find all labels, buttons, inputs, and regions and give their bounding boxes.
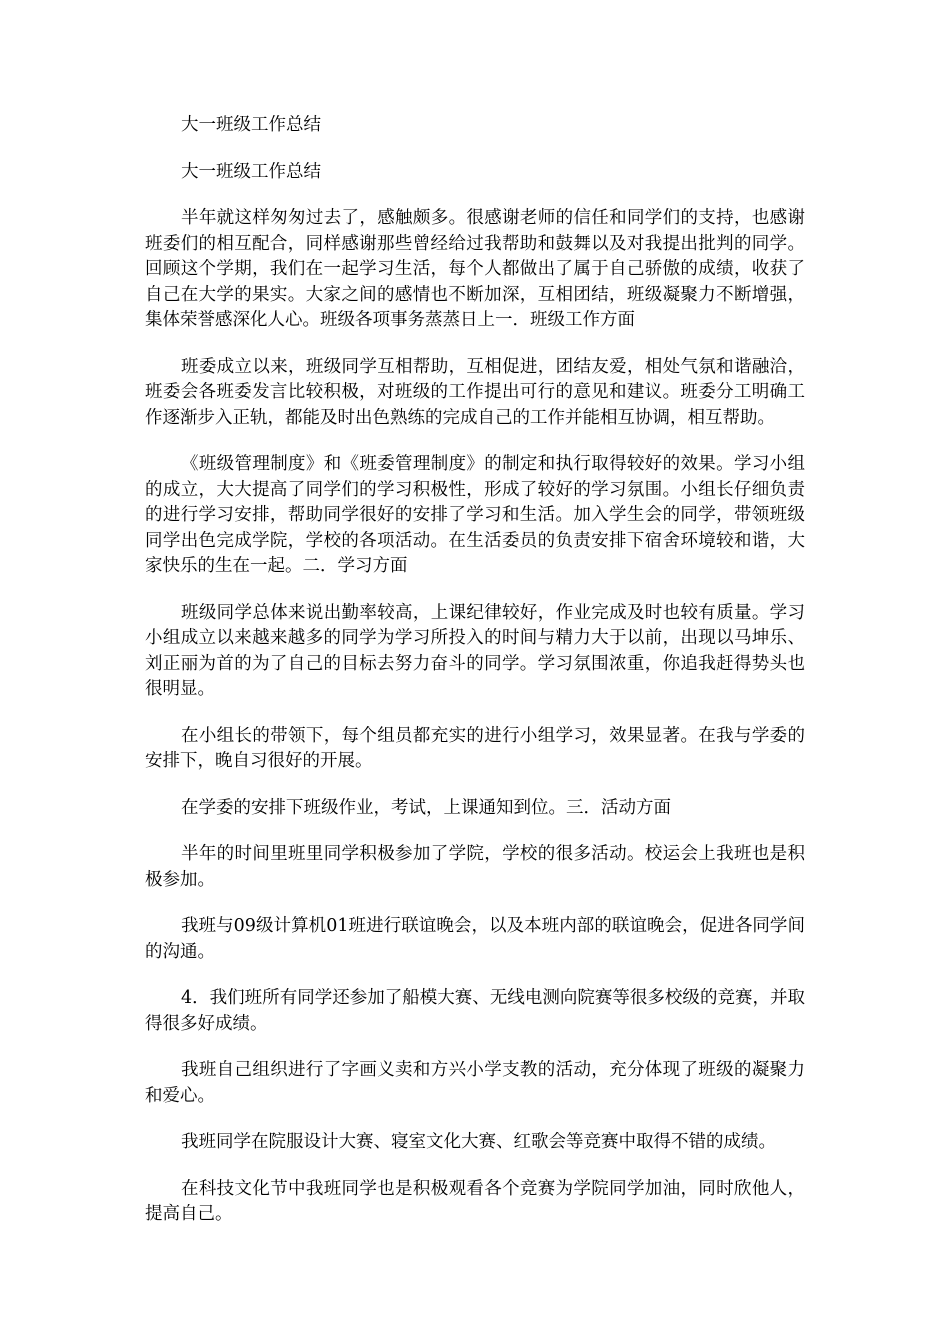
paragraph-intro: 半年就这样匆匆过去了，感触颇多。很感谢老师的信任和同学们的支持，也感谢班委们的相互配合，同样感谢那些曾经给过我帮助和鼓舞以及对我提出批判的同学。回顾这个学期，我们在一起学习生活，每个人都做出了属于自己骄傲的成绩，收获了自己在大学的果实。大家之间的感情也不断加深，互相团结，班级凝聚力不断增强，集体荣誉感深化人心。班级各项事务蒸蒸日上一．班级工作方面 (145, 208, 805, 330)
paragraph-contests: 我班同学在院服设计大赛、寝室文化大赛、红歌会等竞赛中取得不错的成绩。 (181, 1132, 776, 1152)
paragraph-homework: 在学委的安排下班级作业，考试，上课通知到位。三．活动方面 (181, 797, 671, 818)
paragraph-committee: 班委成立以来，班级同学互相帮助，互相促进，团结友爱，相处气氛和谐融洽，班委会各班委发言比较积极，对班级的工作提出可行的意见和建议。班委分工明确工作逐渐步入正轨，都能及时出色熟练的完成自己的工作并能相互协调，相互帮助。 (145, 356, 805, 428)
paragraph-activities: 半年的时间里班里同学积极参加了学院，学校的很多活动。校运会上我班也是积极参加。 (145, 844, 805, 890)
paragraph-rules: 《班级管理制度》和《班委管理制度》的制定和执行取得较好的效果。学习小组的成立，大大提高了同学们的学习积极性，形成了较好的学习氛围。小组长仔细负责的进行学习安排，帮助同学很好的安排了学习和生活。加入学生会的同学，带领班级同学出色完成学院，学校的各项活动。在生活委员的负责安排下宿舍环境较和谐，大家快乐的生在一起。二．学习方面 (145, 454, 805, 576)
document-page (145, 113, 805, 1249)
paragraph-study-groups: 在小组长的带领下，每个组员都充实的进行小组学习，效果显著。在我与学委的安排下，晚自习很好的开展。 (145, 725, 805, 771)
paragraph-charity: 我班自己组织进行了字画义卖和方兴小学支教的活动，充分体现了班级的凝聚力和爱心。 (145, 1060, 805, 1106)
paragraph-competitions: 4．我们班所有同学还参加了船模大赛、无线电测向院赛等很多校级的竞赛，并取得很多好成绩。 (145, 988, 805, 1034)
paragraph-attendance: 班级同学总体来说出勤率较高，上课纪律较好，作业完成及时也较有质量。学习小组成立以来越来越多的同学为学习所投入的时间与精力大于以前，出现以马坤乐、刘正丽为首的为了自己的目标去努力奋斗的同学。学习氛围浓重，你追我赶得势头也很明显。 (145, 602, 805, 699)
paragraph-tech-festival: 在科技文化节中我班同学也是积极观看各个竞赛为学院同学加油，同时欣他人，提高自己。 (145, 1178, 805, 1224)
document-title: 大一班级工作总结 (181, 115, 321, 135)
paragraph-party: 我班与09级计算机01班进行联谊晚会，以及本班内部的联谊晚会，促进各同学间的沟通。 (145, 916, 805, 962)
document-subtitle: 大一班级工作总结 (181, 161, 321, 182)
